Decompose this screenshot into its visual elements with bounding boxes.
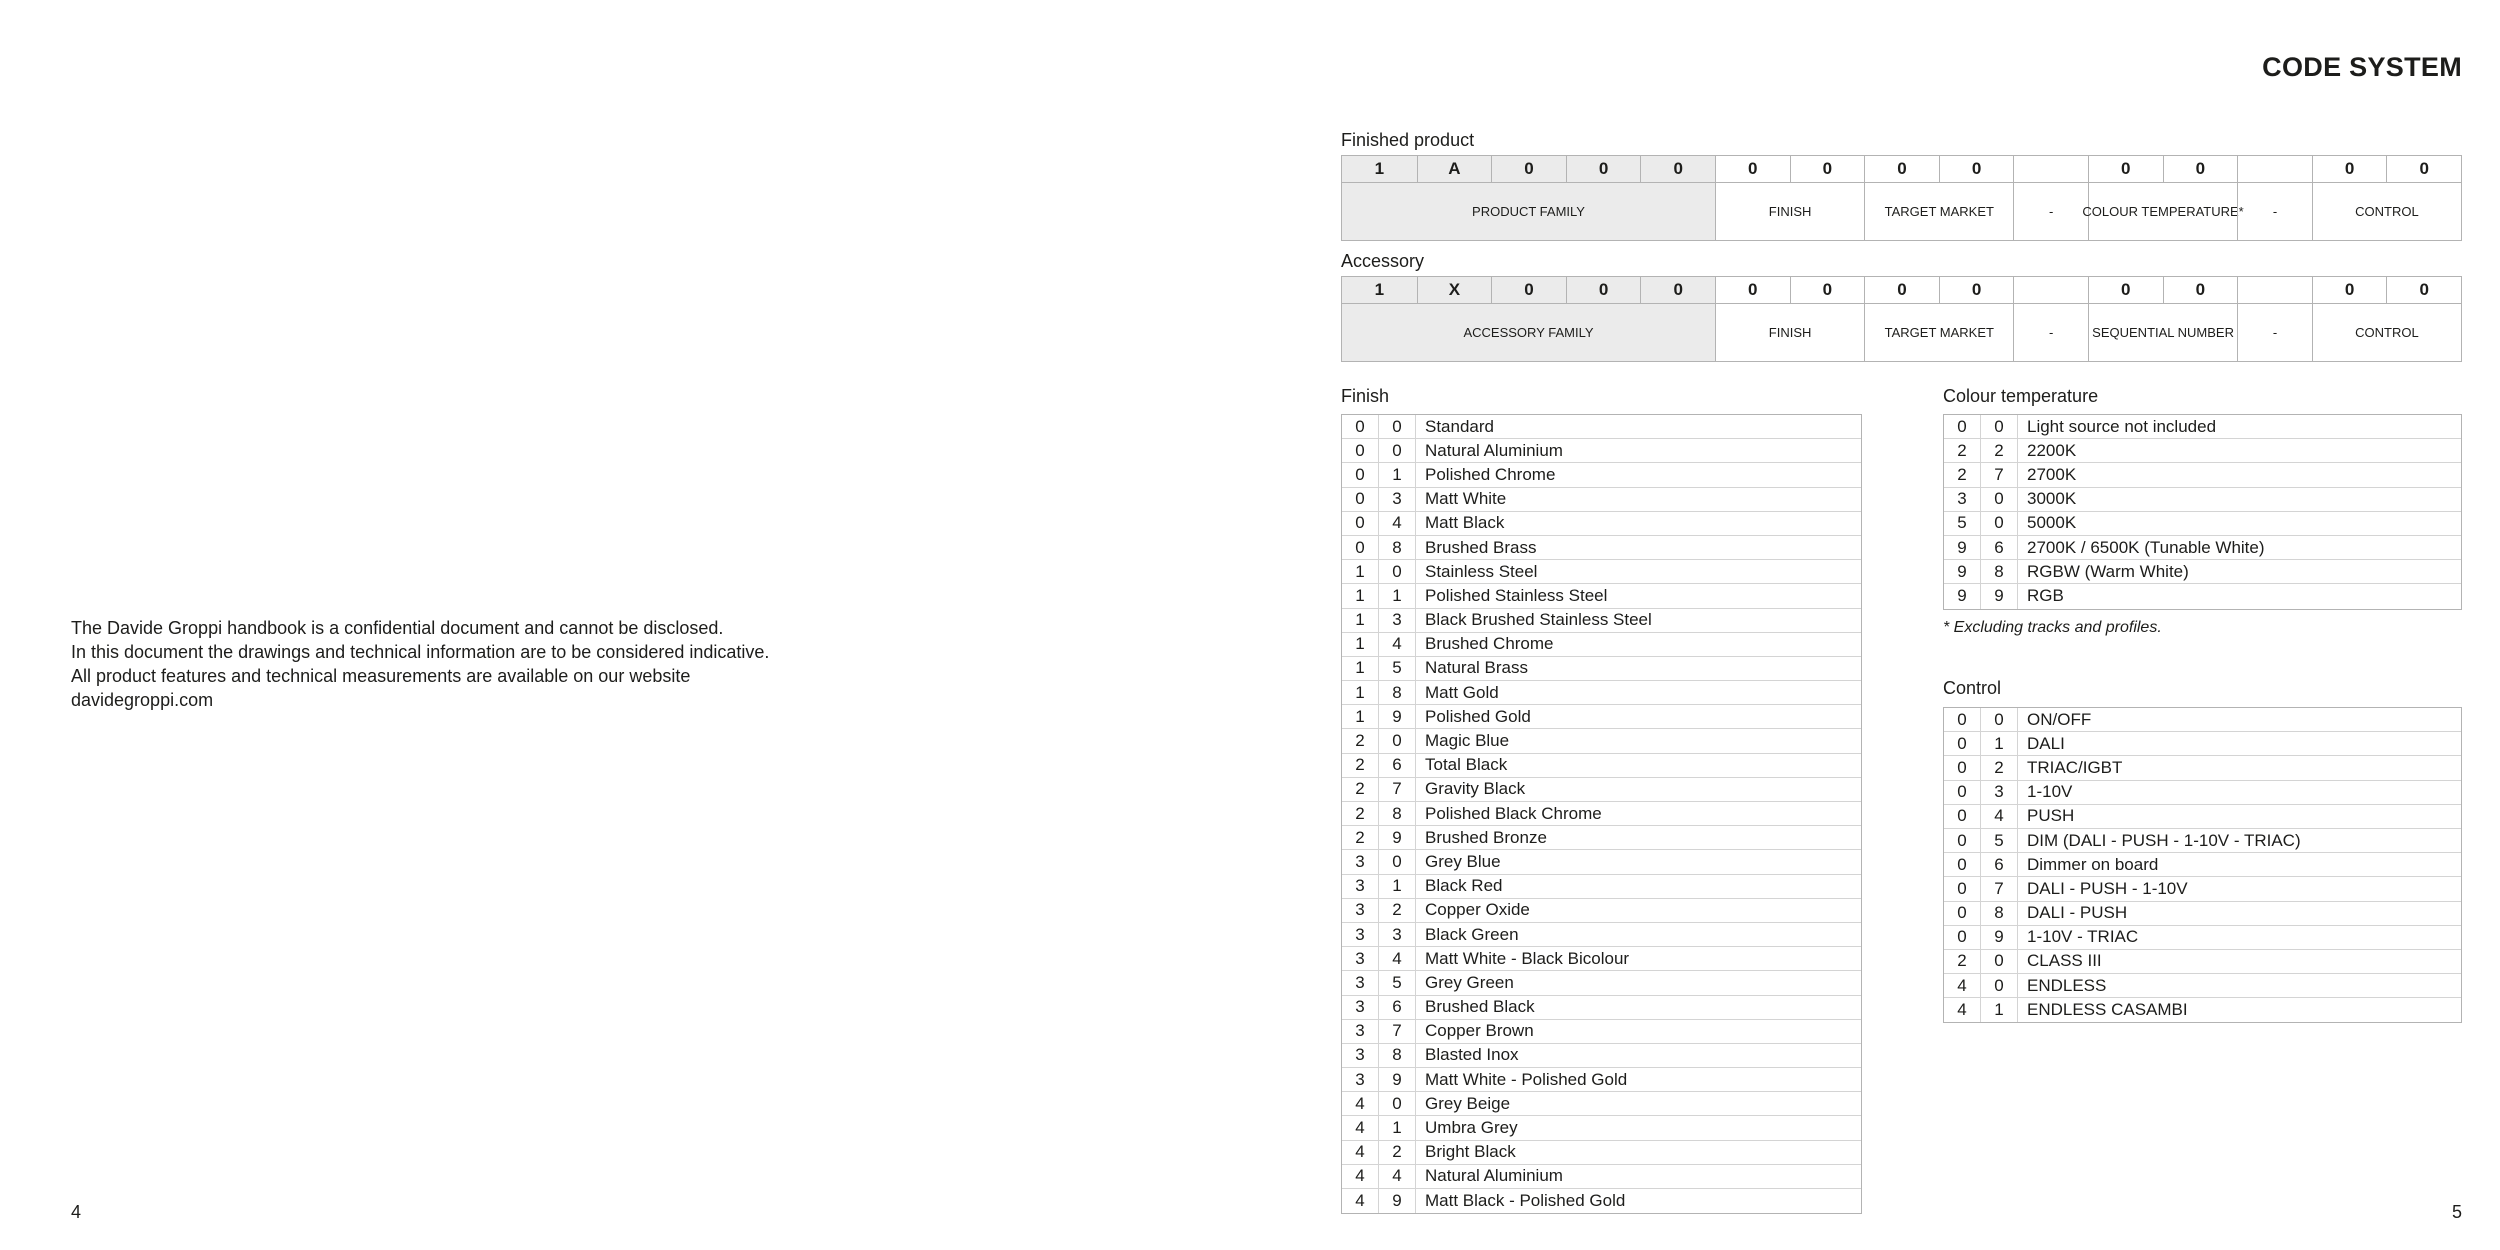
table-row — [1342, 802, 1861, 826]
group-label-cell: COLOUR TEMPERATURE* — [2088, 183, 2237, 240]
table-row — [1342, 609, 1861, 633]
code-digit-cell: 0 — [1342, 512, 1379, 535]
code-digit-cell: 3 — [1342, 1044, 1379, 1067]
code-digit-cell: 4 — [1342, 1165, 1379, 1188]
value-cell: 1-10V — [2027, 782, 2073, 802]
code-digit-cell: 7 — [1981, 463, 2018, 486]
group-label-cell: SEQUENTIAL NUMBER — [2088, 304, 2237, 361]
code-digit-cell: 3 — [1944, 488, 1981, 511]
accessory-table — [1341, 276, 2462, 362]
value-cell: Black Brushed Stainless Steel — [1425, 610, 1652, 630]
table-row — [1944, 756, 2461, 780]
code-cell: 0 — [2312, 277, 2387, 303]
code-cell: 0 — [1566, 156, 1641, 182]
code-digit-cell: 9 — [1379, 826, 1416, 849]
code-digit-cell: 2 — [1342, 802, 1379, 825]
code-cell: 0 — [1715, 156, 1790, 182]
code-digit-cell: 6 — [1379, 996, 1416, 1019]
value-cell: Stainless Steel — [1425, 561, 1538, 581]
code-digit-cell: 0 — [1342, 463, 1379, 486]
value-cell: Grey Blue — [1425, 851, 1501, 871]
value-cell: Matt Black - Polished Gold — [1425, 1191, 1626, 1211]
value-cell: DALI — [2027, 733, 2065, 753]
table-row — [1944, 560, 2461, 584]
group-label-cell: PRODUCT FAMILY — [1342, 183, 1715, 240]
code-digit-cell: 8 — [1379, 536, 1416, 559]
table-row — [1342, 584, 1861, 608]
code-digit-cell: 3 — [1342, 971, 1379, 994]
table-row — [1342, 536, 1861, 560]
value-cell: ON/OFF — [2027, 709, 2092, 729]
value-cell: Standard — [1425, 416, 1494, 436]
group-label-cell: FINISH — [1715, 304, 1864, 361]
value-cell: Matt White - Black Bicolour — [1425, 948, 1630, 968]
value-cell: Copper Oxide — [1425, 900, 1530, 920]
code-digit-cell: 1 — [1981, 998, 2018, 1022]
table-row — [1342, 754, 1861, 778]
code-cell: 0 — [1939, 277, 2014, 303]
value-cell: Matt Gold — [1425, 682, 1499, 702]
code-digit-cell: 0 — [1981, 512, 2018, 535]
code-digit-cell: 9 — [1944, 536, 1981, 559]
table-row — [1342, 512, 1861, 536]
code-digit-cell: 2 — [1342, 826, 1379, 849]
code-digit-cell: 8 — [1379, 681, 1416, 704]
code-digit-cell: 3 — [1342, 875, 1379, 898]
code-digit-cell: 3 — [1342, 1020, 1379, 1043]
code-cell: 0 — [2088, 277, 2163, 303]
value-cell: Matt White - Polished Gold — [1425, 1069, 1628, 1089]
value-cell: Matt White — [1425, 489, 1507, 509]
value-cell: Polished Gold — [1425, 706, 1531, 726]
code-digit-cell: 0 — [1342, 439, 1379, 462]
code-digit-cell: 6 — [1981, 536, 2018, 559]
code-digit-cell: 8 — [1379, 1044, 1416, 1067]
finish-label: Finish — [1341, 386, 1390, 406]
code-digit-cell: 0 — [1944, 805, 1981, 828]
group-label-cell: TARGET MARKET — [1864, 183, 2013, 240]
table-row — [1342, 681, 1861, 705]
code-cell: 1 — [1342, 277, 1417, 303]
value-cell: Copper Brown — [1425, 1021, 1534, 1041]
code-cell: 0 — [2312, 156, 2387, 182]
value-cell: Natural Aluminium — [1425, 440, 1563, 460]
disclaimer-text — [71, 616, 971, 712]
table-row — [1342, 1116, 1861, 1140]
table-row — [1342, 778, 1861, 802]
table-row — [1944, 805, 2461, 829]
code-digit-cell: 2 — [1981, 756, 2018, 779]
code-cell — [2237, 277, 2312, 303]
code-cell: 0 — [1640, 277, 1715, 303]
page-number-right: 5 — [2451, 1202, 2462, 1222]
code-digit-cell: 5 — [1379, 657, 1416, 680]
value-cell: Polished Black Chrome — [1425, 803, 1602, 823]
table-row — [1944, 926, 2461, 950]
disclaimer-line: In this document the drawings and technical information are to be considered indicative. — [71, 642, 770, 662]
page-number-left: 4 — [71, 1202, 82, 1222]
value-cell: Brushed Brass — [1425, 537, 1537, 557]
code-digit-cell: 3 — [1342, 1068, 1379, 1091]
code-digit-cell: 2 — [1342, 778, 1379, 801]
code-digit-cell: 2 — [1342, 729, 1379, 752]
value-cell: Gravity Black — [1425, 779, 1526, 799]
code-digit-cell: 4 — [1342, 1116, 1379, 1139]
code-cell: 0 — [2163, 277, 2238, 303]
code-digit-cell: 0 — [1342, 488, 1379, 511]
code-cell: 0 — [2088, 156, 2163, 182]
accessory-group-row — [1342, 303, 2461, 361]
disclaimer-line: All product features and technical measurements are available on our website — [71, 666, 691, 686]
table-row — [1944, 853, 2461, 877]
code-digit-cell: 8 — [1981, 560, 2018, 583]
code-digit-cell: 1 — [1342, 705, 1379, 728]
table-row — [1944, 998, 2461, 1022]
code-digit-cell: 3 — [1342, 996, 1379, 1019]
value-cell: Grey Green — [1425, 972, 1514, 992]
code-cell: 0 — [1640, 156, 1715, 182]
code-digit-cell: 9 — [1379, 1068, 1416, 1091]
code-digit-cell: 0 — [1981, 974, 2018, 997]
code-digit-cell: 0 — [1944, 781, 1981, 804]
code-cell: 0 — [1864, 277, 1939, 303]
table-row — [1342, 1092, 1861, 1116]
code-cell: X — [1417, 277, 1492, 303]
code-cell: 0 — [1864, 156, 1939, 182]
value-cell: 2200K — [2027, 440, 2077, 460]
code-digit-cell: 3 — [1342, 899, 1379, 922]
code-digit-cell: 1 — [1379, 1116, 1416, 1139]
code-digit-cell: 2 — [1379, 1141, 1416, 1164]
group-label-cell: ACCESSORY FAMILY — [1342, 304, 1715, 361]
code-digit-cell: 1 — [1342, 560, 1379, 583]
code-digit-cell: 8 — [1981, 902, 2018, 925]
code-digit-cell: 3 — [1379, 609, 1416, 632]
table-row — [1342, 923, 1861, 947]
group-label-cell: TARGET MARKET — [1864, 304, 2013, 361]
code-digit-cell: 0 — [1342, 415, 1379, 438]
code-digit-cell: 1 — [1379, 875, 1416, 898]
value-cell: Matt Black — [1425, 513, 1505, 533]
table-row — [1342, 633, 1861, 657]
code-digit-cell: 1 — [1342, 609, 1379, 632]
website-text: davidegroppi.com — [71, 690, 214, 710]
code-cell: 0 — [2163, 156, 2238, 182]
table-row — [1342, 947, 1861, 971]
code-digit-cell: 6 — [1379, 754, 1416, 777]
table-row — [1342, 657, 1861, 681]
code-digit-cell: 0 — [1379, 560, 1416, 583]
code-digit-cell: 7 — [1379, 1020, 1416, 1043]
value-cell: TRIAC/IGBT — [2027, 757, 2123, 777]
code-digit-cell: 2 — [1379, 899, 1416, 922]
value-cell: Black Red — [1425, 876, 1503, 896]
code-digit-cell: 2 — [1944, 463, 1981, 486]
code-digit-cell: 0 — [1944, 877, 1981, 900]
value-cell: Blasted Inox — [1425, 1045, 1519, 1065]
value-cell: Dimmer on board — [2027, 854, 2159, 874]
value-cell: Grey Beige — [1425, 1093, 1511, 1113]
value-cell: Magic Blue — [1425, 731, 1510, 751]
value-cell: Natural Aluminium — [1425, 1166, 1563, 1186]
finish-table — [1341, 414, 1862, 1214]
value-cell: Brushed Chrome — [1425, 634, 1554, 654]
code-digit-cell: 1 — [1342, 584, 1379, 607]
code-digit-cell: 9 — [1981, 584, 2018, 608]
finished-product-table — [1341, 155, 2462, 241]
table-row — [1342, 899, 1861, 923]
code-digit-cell: 0 — [1944, 926, 1981, 949]
value-cell: Polished Chrome — [1425, 464, 1556, 484]
code-digit-cell: 0 — [1944, 708, 1981, 731]
value-cell: Bright Black — [1425, 1142, 1516, 1162]
code-cell: 0 — [2386, 156, 2461, 182]
group-separator-cell: - — [2237, 304, 2312, 361]
value-cell: Natural Brass — [1425, 658, 1528, 678]
group-separator-cell: - — [2013, 304, 2088, 361]
code-digit-cell: 1 — [1342, 657, 1379, 680]
value-cell: 1-10V - TRIAC — [2027, 927, 2139, 947]
code-digit-cell: 1 — [1981, 732, 2018, 755]
finished-product-code-row — [1342, 156, 2461, 182]
group-label-cell: FINISH — [1715, 183, 1864, 240]
code-digit-cell: 1 — [1379, 463, 1416, 486]
code-digit-cell: 7 — [1379, 778, 1416, 801]
group-separator-cell: - — [2013, 183, 2088, 240]
code-cell — [2013, 156, 2088, 182]
code-digit-cell: 0 — [1944, 902, 1981, 925]
table-row — [1944, 708, 2461, 732]
table-row — [1342, 1044, 1861, 1068]
value-cell: Polished Stainless Steel — [1425, 585, 1608, 605]
code-digit-cell: 4 — [1342, 1189, 1379, 1213]
accessory-label: Accessory — [1341, 251, 1425, 271]
code-digit-cell: 5 — [1944, 512, 1981, 535]
value-cell: RGBW (Warm White) — [2027, 561, 2189, 581]
code-digit-cell: 8 — [1379, 802, 1416, 825]
code-cell: 0 — [2386, 277, 2461, 303]
value-cell: Brushed Black — [1425, 997, 1535, 1017]
table-row — [1342, 850, 1861, 874]
code-digit-cell: 3 — [1342, 947, 1379, 970]
value-cell: Umbra Grey — [1425, 1118, 1518, 1138]
code-digit-cell: 6 — [1981, 853, 2018, 876]
code-digit-cell: 4 — [1944, 974, 1981, 997]
code-cell: 0 — [1790, 277, 1865, 303]
value-cell: 2700K / 6500K (Tunable White) — [2027, 537, 2265, 557]
value-cell: Light source not included — [2027, 416, 2217, 436]
code-digit-cell: 0 — [1981, 708, 2018, 731]
code-cell — [2237, 156, 2312, 182]
value-cell: DALI - PUSH - 1-10V — [2027, 878, 2188, 898]
value-cell: 5000K — [2027, 513, 2077, 533]
table-row — [1342, 705, 1861, 729]
code-digit-cell: 1 — [1342, 633, 1379, 656]
table-row — [1944, 781, 2461, 805]
table-row — [1342, 996, 1861, 1020]
table-row — [1342, 971, 1861, 995]
value-cell: Brushed Bronze — [1425, 827, 1547, 847]
code-digit-cell: 0 — [1944, 415, 1981, 438]
table-row — [1342, 1020, 1861, 1044]
code-digit-cell: 1 — [1379, 584, 1416, 607]
table-row — [1944, 877, 2461, 901]
table-row — [1342, 1189, 1861, 1213]
disclaimer-line: The Davide Groppi handbook is a confidential document and cannot be disclosed. — [71, 618, 724, 638]
value-cell: Total Black — [1425, 755, 1508, 775]
code-digit-cell: 0 — [1981, 488, 2018, 511]
table-row — [1342, 875, 1861, 899]
code-digit-cell: 9 — [1379, 1189, 1416, 1213]
finished-product-label: Finished product — [1341, 130, 1475, 150]
code-digit-cell: 0 — [1379, 415, 1416, 438]
table-row — [1342, 415, 1861, 439]
code-digit-cell: 4 — [1981, 805, 2018, 828]
table-row — [1342, 729, 1861, 753]
code-digit-cell: 5 — [1379, 971, 1416, 994]
code-cell: 0 — [1715, 277, 1790, 303]
table-row — [1944, 902, 2461, 926]
colour-temperature-label: Colour temperature — [1943, 386, 2099, 406]
code-digit-cell: 4 — [1379, 947, 1416, 970]
code-digit-cell: 4 — [1379, 1165, 1416, 1188]
code-cell: A — [1417, 156, 1492, 182]
group-label-cell: CONTROL — [2312, 304, 2461, 361]
code-cell: 0 — [1491, 277, 1566, 303]
table-row — [1944, 584, 2461, 608]
code-digit-cell: 2 — [1944, 950, 1981, 973]
code-cell — [2013, 277, 2088, 303]
code-digit-cell: 0 — [1981, 950, 2018, 973]
value-cell: CLASS III — [2027, 951, 2102, 971]
table-row — [1342, 463, 1861, 487]
table-row — [1342, 488, 1861, 512]
code-digit-cell: 0 — [1944, 732, 1981, 755]
code-digit-cell: 3 — [1379, 488, 1416, 511]
code-cell: 0 — [1566, 277, 1641, 303]
code-digit-cell: 9 — [1944, 560, 1981, 583]
value-cell: 3000K — [2027, 489, 2077, 509]
code-digit-cell: 0 — [1944, 829, 1981, 852]
value-cell: Black Green — [1425, 924, 1519, 944]
code-digit-cell: 4 — [1944, 998, 1981, 1022]
table-row — [1944, 536, 2461, 560]
table-row — [1944, 463, 2461, 487]
group-label-cell: CONTROL — [2312, 183, 2461, 240]
group-separator-cell: - — [2237, 183, 2312, 240]
table-row — [1342, 560, 1861, 584]
code-digit-cell: 4 — [1342, 1141, 1379, 1164]
code-digit-cell: 0 — [1944, 853, 1981, 876]
finished-product-group-row — [1342, 182, 2461, 240]
table-row — [1342, 439, 1861, 463]
page-title: CODE SYSTEM — [2262, 52, 2462, 82]
code-digit-cell: 3 — [1981, 781, 2018, 804]
table-row — [1944, 950, 2461, 974]
code-cell: 0 — [1491, 156, 1566, 182]
table-row — [1944, 829, 2461, 853]
code-digit-cell: 4 — [1342, 1092, 1379, 1115]
code-digit-cell: 0 — [1379, 439, 1416, 462]
table-row — [1342, 1141, 1861, 1165]
code-digit-cell: 9 — [1379, 705, 1416, 728]
control-table — [1943, 707, 2462, 1023]
colour-temperature-footnote: * Excluding tracks and profiles. — [1943, 619, 2162, 636]
table-row — [1342, 826, 1861, 850]
code-cell: 0 — [1939, 156, 2014, 182]
value-cell: DALI - PUSH — [2027, 903, 2128, 923]
table-row — [1944, 732, 2461, 756]
table-row — [1944, 415, 2461, 439]
value-cell: RGB — [2027, 586, 2064, 606]
code-digit-cell: 5 — [1981, 829, 2018, 852]
code-digit-cell: 0 — [1981, 415, 2018, 438]
table-row — [1342, 1165, 1861, 1189]
code-digit-cell: 7 — [1981, 877, 2018, 900]
code-digit-cell: 0 — [1342, 536, 1379, 559]
code-digit-cell: 3 — [1379, 923, 1416, 946]
code-digit-cell: 0 — [1379, 850, 1416, 873]
table-row — [1342, 1068, 1861, 1092]
code-digit-cell: 1 — [1342, 681, 1379, 704]
code-digit-cell: 2 — [1944, 439, 1981, 462]
code-digit-cell: 9 — [1944, 584, 1981, 608]
code-cell: 0 — [1790, 156, 1865, 182]
code-digit-cell: 4 — [1379, 633, 1416, 656]
code-digit-cell: 3 — [1342, 923, 1379, 946]
table-row — [1944, 488, 2461, 512]
code-digit-cell: 3 — [1342, 850, 1379, 873]
control-label: Control — [1943, 678, 2002, 698]
accessory-code-row — [1342, 277, 2461, 303]
code-cell: 1 — [1342, 156, 1417, 182]
code-digit-cell: 9 — [1981, 926, 2018, 949]
value-cell: DIM (DALI - PUSH - 1-10V - TRIAC) — [2027, 830, 2301, 850]
code-digit-cell: 2 — [1342, 754, 1379, 777]
value-cell: ENDLESS — [2027, 975, 2107, 995]
colour-temperature-table — [1943, 414, 2462, 610]
code-digit-cell: 4 — [1379, 512, 1416, 535]
table-row — [1944, 439, 2461, 463]
code-digit-cell: 2 — [1981, 439, 2018, 462]
value-cell: PUSH — [2027, 806, 2075, 826]
value-cell: 2700K — [2027, 464, 2077, 484]
table-row — [1944, 512, 2461, 536]
table-row — [1944, 974, 2461, 998]
value-cell: ENDLESS CASAMBI — [2027, 1000, 2188, 1020]
code-digit-cell: 0 — [1379, 729, 1416, 752]
code-digit-cell: 0 — [1379, 1092, 1416, 1115]
code-digit-cell: 0 — [1944, 756, 1981, 779]
